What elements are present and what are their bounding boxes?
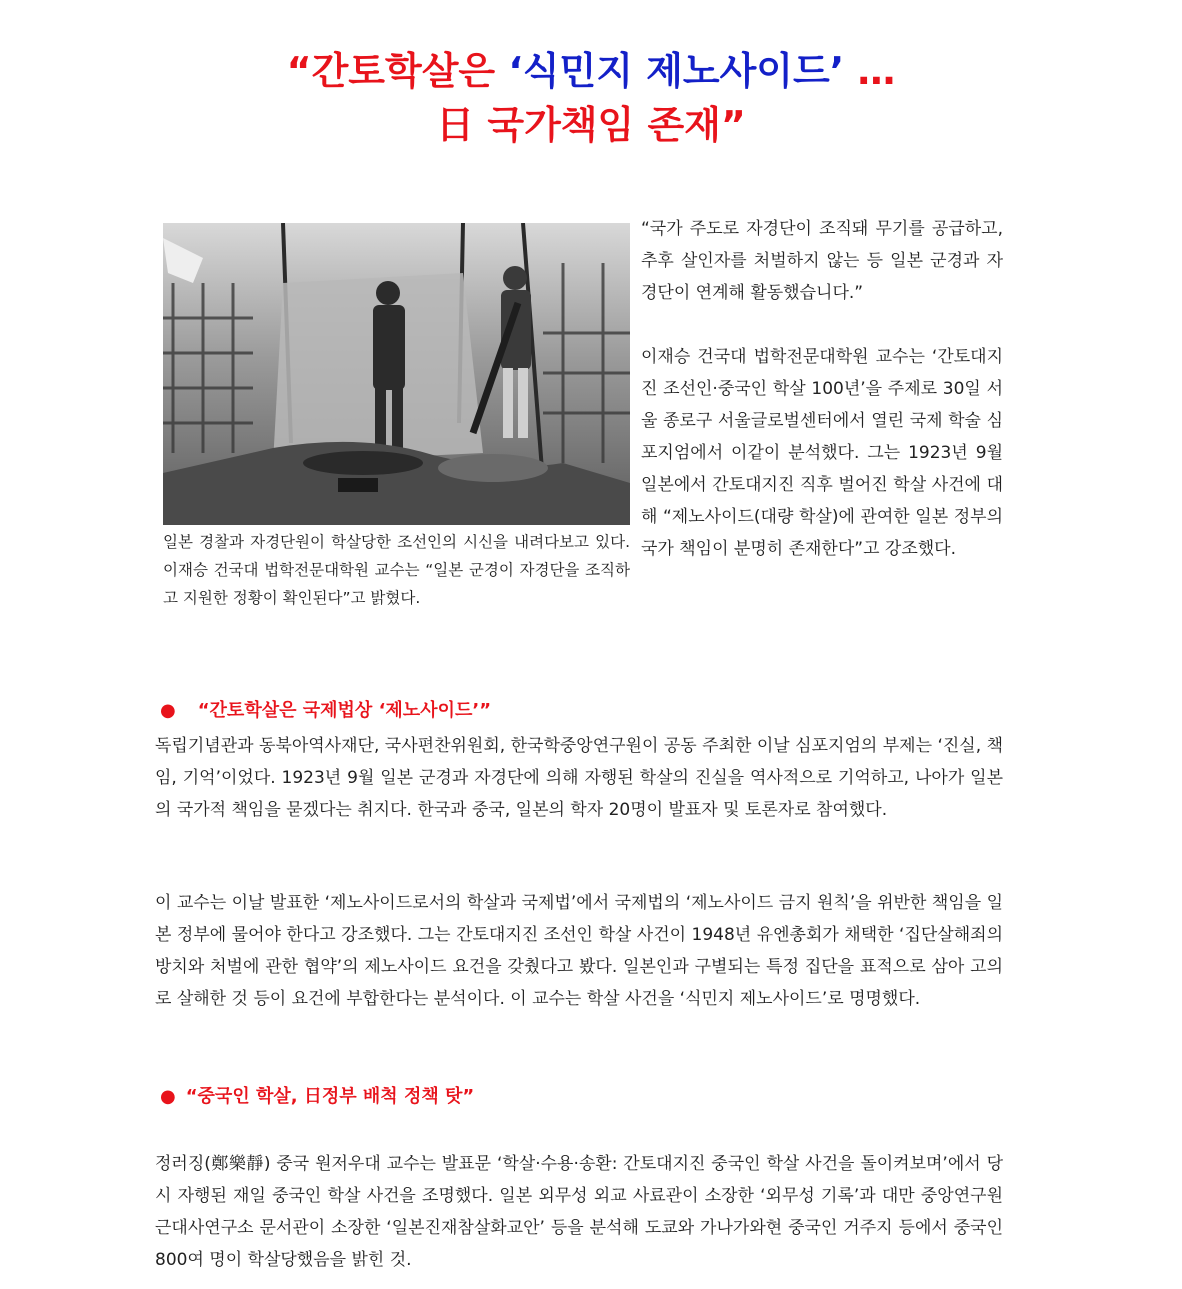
headline-part-blue: ‘식민지 제노사이드’ [508,49,845,93]
bullet-icon: ● [160,700,176,721]
paragraph-text: 이 교수는 이날 발표한 ‘제노사이드로서의 학살과 국제법’에서 국제법의 ‘제노사이드 금지 원칙’을 위반한 책임을 일본 정부에 물어야 한다고 강조했다. 그는 간토대지진 조선인 학살 사건이 1948년 유엔총회가 채택한 ‘집단살해죄의 방치와 처벌에 관한 협약’의 제노사이드 요건을 갖췄다고 봤다. 일본인과 구별되는 특정 집단을 표적으로 삼아 고의로 살해한 것 등이 요건에 부합한다는 분석이다. 이 교수는 학살 사건을 ‘식민지 제노사이드’로 명명했다. [155,893,1003,1009]
section-heading-1 [160,697,491,725]
headline-part-red: “간토학살은 [286,49,496,93]
lead-paragraph: 이재승 건국대 법학전문대학원 교수는 ‘간토대지진 조선인·중국인 학살 100년’을 주제로 30일 서울 종로구 서울글로벌센터에서 열린 국제 학술 심포지엄에서 이같이 분석했다. 그는 1923년 9월 일본에서 간토대지진 직후 벌어진 학살 사건에 대해 “제노사이드(대량 학살)에 관여한 일본 정부의 국가 책임이 분명히 존재한다”고 강조했다. [641,347,1003,559]
section-1-paragraph-1 [155,730,1003,826]
bullet-icon: ● [160,1086,176,1107]
headline [0,44,1182,152]
section-heading-1-text: “간토학살은 국제법상 ‘제노사이드’” [197,700,492,721]
news-photo-image [163,223,630,525]
headline-line-2: 日 국가책임 존재” [436,103,746,147]
section-heading-2-text: “중국인 학살, 日정부 배척 정책 탓” [185,1086,475,1107]
paragraph-text: 독립기념관과 동북아역사재단, 국사편찬위원회, 한국학중앙연구원이 공동 주최한 이날 심포지엄의 부제는 ‘진실, 책임, 기억’이었다. 1923년 9월 일본 군경과 자경단에 의해 자행된 학살의 진실을 역사적으로 기억하고, 나아가 일본의 국가적 책임을 묻겠다는 취지다. 한국과 중국, 일본의 학자 20명이 발표자 및 토론자로 참여했다. [155,736,1003,820]
lead-column [641,213,1003,565]
headline-line-1 [0,44,1182,98]
section-heading-2 [160,1083,474,1111]
section-2-paragraph-1 [155,1148,1003,1276]
section-1-paragraph-2 [155,887,1003,1015]
paragraph-text: 정러징(鄭樂靜) 중국 원저우대 교수는 발표문 ‘학살·수용·송환: 간토대지진 중국인 학살 사건을 돌이켜보며’에서 당시 자행된 재일 중국인 학살 사건을 조명했다. 일본 외무성 외교 사료관이 소장한 ‘외무성 기록’과 대만 중앙연구원 근대사연구소 문서관이 소장한 ‘일본진재참살화교안’ 등을 분석해 도쿄와 가나가와현 중국인 거주지 등에서 중국인 800여 명이 학살당했음을 밝힌 것. [155,1154,1003,1270]
lead-quote: “국가 주도로 자경단이 조직돼 무기를 공급하고, 추후 살인자를 처벌하지 않는 등 일본 군경과 자경단이 연계해 활동했습니다.” [641,219,1003,303]
photo-caption: 일본 경찰과 자경단원이 학살당한 조선인의 시신을 내려다보고 있다. 이재승 건국대 법학전문대학원 교수는 “일본 군경이 자경단을 조직하고 지원한 정황이 확인된다”고 밝혔다. [163,533,630,607]
headline-part-ellipsis: … [857,49,896,93]
news-photo [163,223,630,525]
